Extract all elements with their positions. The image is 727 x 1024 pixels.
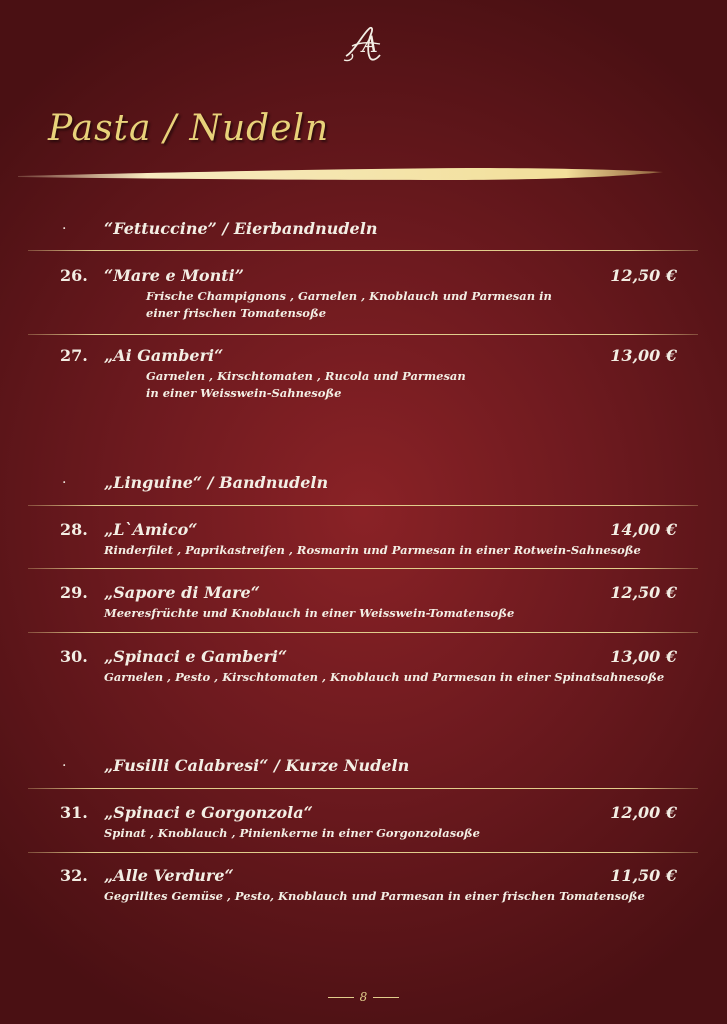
item-price: 12,50 € xyxy=(610,266,677,285)
section-title: „Fusilli Calabresi“ / Kurze Nudeln xyxy=(104,756,410,775)
item-name: „Ai Gamberi“ xyxy=(104,346,224,365)
item-number: 29. xyxy=(60,583,88,602)
item-name: „Alle Verdure“ xyxy=(104,866,234,885)
bullet: · xyxy=(62,221,67,237)
divider-line xyxy=(28,505,698,506)
monogram-logo xyxy=(340,22,388,66)
item-number: 28. xyxy=(60,520,88,539)
brush-stroke-divider xyxy=(18,164,663,188)
page-footer xyxy=(0,990,727,1004)
divider-line xyxy=(28,250,698,251)
item-price: 14,00 € xyxy=(610,520,677,539)
item-description: Gegrilltes Gemüse , Pesto, Knoblauch und Parmesan in einer frischen Tomatensoße xyxy=(104,889,645,903)
footer-dash xyxy=(328,997,354,998)
item-number: 31. xyxy=(60,803,88,822)
divider-line xyxy=(28,788,698,789)
monogram-letter: A xyxy=(362,33,378,58)
section-heading xyxy=(62,756,682,786)
footer-dash xyxy=(373,997,399,998)
item-number: 26. xyxy=(60,266,88,285)
item-name: „L`Amico“ xyxy=(104,520,198,539)
divider-line xyxy=(28,568,698,569)
item-description: Garnelen , Pesto , Kirschtomaten , Knoblauch und Parmesan in einer Spinatsahnesoße xyxy=(104,670,665,684)
item-name: “Mare e Monti” xyxy=(104,266,244,285)
item-price: 13,00 € xyxy=(610,346,677,365)
section-title: „Linguine“ / Bandnudeln xyxy=(104,473,329,492)
section-title: “Fettuccine” / Eierbandnudeln xyxy=(104,219,378,238)
item-number: 32. xyxy=(60,866,88,885)
item-price: 12,50 € xyxy=(610,583,677,602)
page-title: Pasta / Nudeln xyxy=(48,108,330,149)
item-name: „Sapore di Mare“ xyxy=(104,583,260,602)
item-number: 30. xyxy=(60,647,88,666)
item-description: Spinat , Knoblauch , Pinienkerne in einer Gorgonzolasoße xyxy=(104,826,480,840)
item-price: 11,50 € xyxy=(610,866,677,885)
bullet: · xyxy=(62,475,67,491)
divider-line xyxy=(28,632,698,633)
item-description: Rinderfilet , Paprikastreifen , Rosmarin und Parmesan in einer Rotwein-Sahnesoße xyxy=(104,543,641,557)
item-description: Garnelen , Kirschtomaten , Rucola und Parmesan in einer Weisswein-Sahnesoße xyxy=(146,369,466,400)
divider-line xyxy=(28,852,698,853)
item-price: 13,00 € xyxy=(610,647,677,666)
item-price: 12,00 € xyxy=(610,803,677,822)
item-number: 27. xyxy=(60,346,88,365)
bullet: · xyxy=(62,758,67,774)
divider-line xyxy=(28,334,698,335)
item-description: Frische Champignons , Garnelen , Knoblauch und Parmesan in einer frischen Tomatensoße xyxy=(146,289,552,320)
item-name: „Spinaci e Gamberi“ xyxy=(104,647,288,666)
item-description: Meeresfrüchte und Knoblauch in einer Weisswein-Tomatensoße xyxy=(104,606,515,620)
item-name: „Spinaci e Gorgonzola“ xyxy=(104,803,313,822)
section-heading xyxy=(62,219,682,249)
page-number: 8 xyxy=(359,990,368,1004)
section-heading xyxy=(62,473,682,503)
